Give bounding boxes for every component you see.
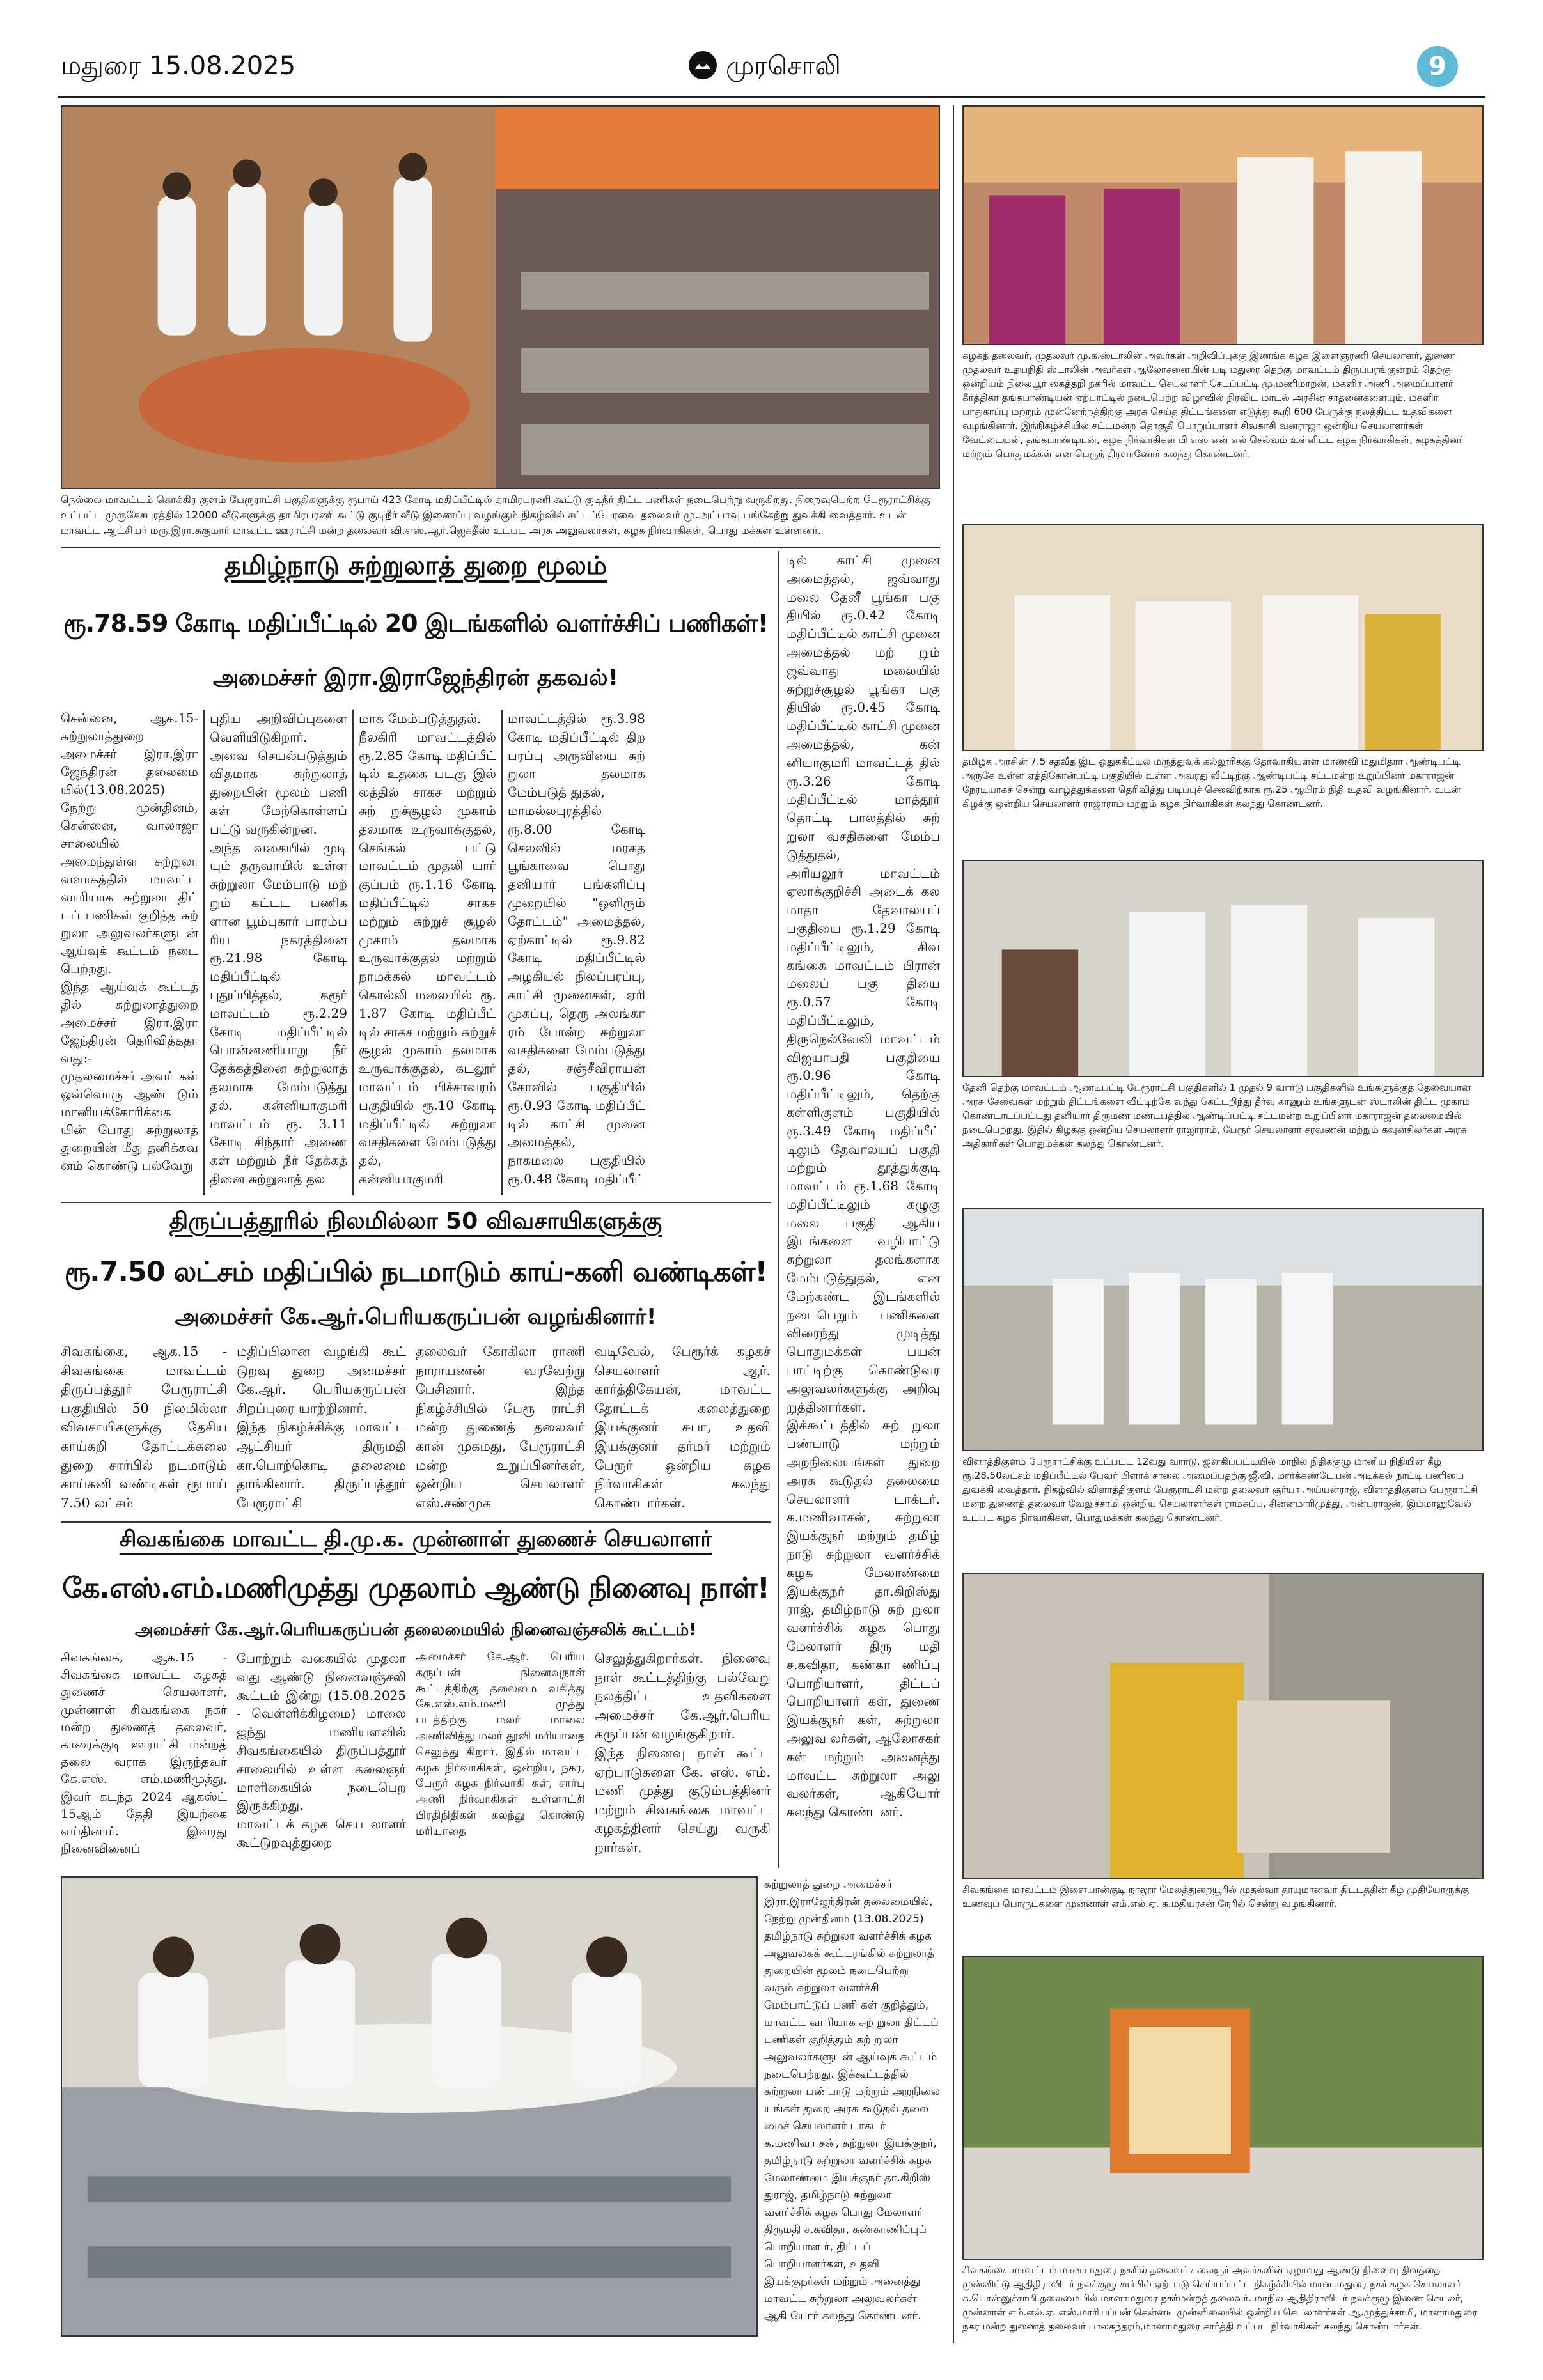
right-photo-1-caption: கழகத் தலைவர், முதல்வர் மு.க.ஸ்டாலின் அவர்கள் அறிவிப்புக்கு இணங்க கழக இளைஞரணி செயலாளர், துணை முதல்வர் உதயநிதி ஸ்டாலின் அவர்கள் ஆலோசனையின் படி மதுரை தெற்கு மாவட்டம் திருப்பரங்குன்றம் தெற்கு ஒன்றியம் நிலையூர் கைத்தறி நகரில் மாவட்ட செயலாளர் சேடப்பட்டி மு.மணிமாறன், மகளிர் அணி அமைப்பாளர் கீர்த்திகா தங்கபாண்டியன் ஏற்பாட்டில் நடைபெற்ற விழாவில் நிரவிட மாடல் அரசின் சாதனைகளையும், மகளிர் பாதுகாப்பு மற்றும் முன்னேற்றத்திற்கு அரசு செய்த திட்டங்களை எடுத்து கூறி 600 பேருக்கு நலத்திட்ட உதவிகளை வழங்கினார். இந்நிகழ்ச்சியில் சட்டமன்ற தொகுதி பொறுப்பாளர் சிவகாசி வனராஜா ஒன்றிய செயலாளர்கள் வேட்டையன், தங்கபாண்டியன், கழக நிர்வாகிகள் பி எஸ் என் எல் செல்வம் உள்ளிட்ட கழக நிர்வாகிகள், கழகத்தினர் மற்றும் பொதுமக்கள் என பெருந் திரளானோர் கலந்து கொண்டனர். <box>962 350 1464 460</box>
paper-name: முரசொலி <box>726 51 841 81</box>
story2-col3: தலைவர் கோகிலா ராணி நாராயணன் வரவேற்று பேசினார். இந்த நிகழ்ச்சியில் பேரூ ராட்சி மன்ற துணைத் தலைவர் கான் முகமது, பேரூராட்சி மன்ற உறுப்பினர்கள், ஒன்றிய செயலாளர் எஸ்.சண்முக <box>416 1344 585 1511</box>
right-photo-5-caption: சிவகங்கை மாவட்டம் இளையான்குடி நாலூர் மேலத்துறையூரில் முதல்வர் தாயுமானவர் திட்டத்தின் கீழ் முதியோருக்கு உணவுப் பொருட்களை முன்னாள் எம்.எல்.ஏ. சு.மதியரசன் நேரில் சென்று வழங்கினார். <box>962 1884 1469 1909</box>
right-photo-2 <box>962 524 1484 751</box>
story2-kicker <box>61 1208 771 1238</box>
right-photo-4-caption: விளாத்திகுளம் பேரூராட்சிக்கு உட்பட்ட 12வது வார்டு, ஜனகிப்பட்டியில் மாநில நிதிக்குழு மானிய நிதியின் கீழ் ரூ.28.50லட்சம் மதிப்பீட்டில் பேவர் பிளாக் சாலை அமைப்பதற்கு ஜீ.வி. மார்க்கண்டேயன் அடிக்கல் நாட்டி பணியை துவக்கி வைத்தார். நிகழ்வில் விளாத்திகுளம் பேரூராட்சி மன்ற தலைவர் சூர்யா அய்யன்ராஜ், விளாத்திகுளம் பேரூராட்சி மன்ற துணைத் தலைவர் வேலுச்சாமி ஒன்றிய செயலாளர்கள் ராமசுப்பு, சின்னமாரிமுத்து, அன்புராஜன், இம்மானுவேல் உட்பட கழக நிர்வாகிகள், பொதுமக்கள் கலந்து கொண்டனர். <box>962 1456 1478 1523</box>
story1-col4: மாவட்டத்தில் ரூ.3.98 கோடி மதிப்பீட்டில் திற பரப்பு அருவியை சுற் றுலா தலமாக மேம்படுத் துதல், மாமல்லபுரத்தில் ரூ.8.00 கோடி செலவில் மரகத பூங்காவை பொது தனியார் பங்களிப்பு முறையில் "ஒளிரும் தோட்டம்" அமைத்தல், ஏற்காட்டில் ரூ.9.82 கோடி மதிப்பீட்டில் அழகியல் நிலப்பரப்பு, காட்சி முனைகள், ஏரி முகப்பு, தெரு அலங்கா ரம் போன்ற சுற்றுலா வசதிகளை மேம்படுத்து தல், சஞ்சீவிராயன் கோவில் பகுதியில் ரூ.0.93 கோடி மதிப்பீட் டில் காட்சி முனை அமைத்தல், நாகமலை பகுதியில் ரூ.0.48 கோடி மதிப்பீட் <box>508 711 645 1186</box>
right-photo-3 <box>962 860 1484 1077</box>
story1-col-divider <box>352 710 354 1195</box>
story2-col4: வடிவேல், பேரூர்க் கழகச் செயலாளர் ஆர். கார்த்திகேயன், மாவட்ட தோட்டக் கலைத்துறை இயக்குனர் சுபா, உதவி இயக்குனர் தர்மர் மற்றும் பேரூர் ஒன்றிய கழக நிர்வாகிகள் கலந்து கொண்டார்கள். <box>595 1344 771 1511</box>
story1-col-divider <box>501 710 503 1195</box>
bottom-story-caption: சுற்றுலாத் துறை அமைச்சர் இரா.இராஜேந்திரன் தலைமையில், நேற்று முன்தினம் (13.08.2025) தமிழ்நாடு சுற்றுலா வளர்ச்சிக் கழக அலுவலகக் கூட்டரங்கில் சுற்றுலாத் துறையின் மூலம் நடைபெற்று வரும் சுற்றுலா வளர்ச்சி மேம்பாட்டுப் பணி கள் குறித்தும், மாவட்ட வாரியாக சுற் றுலா திட்டப் பணிகள் குறித்தும் சுற் றுலா அலுவலர்களுடன் ஆய்வுக் கூட்டம் நடைபெற்றது. இக்கூட்டத்தில் சுற்றுலா பண்பாடு மற்றும் அறநிலை யங்கள் துறை அரசு கூடுதல் தலை மைச் செயலாளர் டாக்டர் க.மணிவா சன், சுற்றுலா இயக்குநர், தமிழ்நாடு சுற்றுலா வளர்ச்சிக் கழக மேலாண்மை இயக்குநர் தா.கிறிஸ் துராஜ், தமிழ்நாடு சுற்றுலா வளர்ச்சிக் கழக பொது மேலாளர் திருமதி ச.கவிதா, கண்காணிப்புப் பொறியாள ர், திட்டப் பொறியாளர்கள், உதவி இயக்குநர்கள் மற்றும் அனைத்து மாவட்ட சுற்றுலா அலுவலர்கள் ஆகி யோர் கலந்து கொண்டனர். <box>764 1878 940 2322</box>
story3-col3: அமைச்சர் கே.ஆர். பெரிய கருப்பன் நினைவுநாள் கூட்டத்திற்கு தலைமை வகித்து கே.எஸ்.எம்.மணி முத்து படத்திற்கு மலர் மாலை அணிவித்து மலர் தூவி மரியாதை செலுத்து கிறார். இதில் மாவட்ட கழக நிர்வாகிகள், ஒன்றிய, நகர, பேரூர் கழக நிர்வாகி கள், சார்பு அணி நிர்வாகிகள் உள்ளாட்சி பிரதிநிதிகள் கலந்து கொண்டு மரியாதை <box>416 1651 585 1838</box>
right-photo-4 <box>962 1208 1484 1451</box>
story2-subhead: அமைச்சர் கே.ஆர்.பெரியகருப்பன் வழங்கினார்! <box>175 1304 657 1330</box>
masthead-logo <box>687 50 718 81</box>
top-left-photo <box>61 105 940 489</box>
right-photo-1 <box>962 105 1484 345</box>
page-number-badge: 9 <box>1417 46 1458 87</box>
story2-col2: மதிப்பிலான வழங்கி கூட் டுறவு துறை அமைச்சர் கே.ஆர். பெரியகருப்பன் சிறப்புரை யாற்றினார். இந்த நிகழ்ச்சிக்கு மாவட்ட ஆட்சியர் திருமதி கா.பொற்கொடி தலைமை தாங்கினார். திருப்பத்தூர் பேரூராட்சி <box>237 1344 406 1511</box>
story1-col1: சென்னை, ஆக.15- சுற்றுலாத்துறை அமைச்சர் இரா.இரா ஜேந்திரன் தலைமை யில்(13.08.2025) நேற்று முன்தினம், சென்னை, வாலாஜா சாலையில் அமைந்துள்ள சுற்றுலா வளாகத்தில் மாவட்ட வாரியாக சுற்றுலா திட் டப் பணிகள் குறித்த சுற் றுலா அலுவலர்களுடன் ஆய்வுக் கூட்டம் நடை பெற்றது. இந்த ஆய்வுக் கூட்டத் தில் சுற்றுலாத்துறை அமைச்சர் இரா.இரா ஜேந்திரன் தெரிவித்ததா வது:- முதலமைச்சர் அவர் கள் ஒவ்வொரு ஆண் டும் மானியக்கோரிக்கை யின் போது சுற்றுலாத் துறையின் மீது தனிக்கவ னம் கொண்டு பல்வேறு <box>61 711 198 1173</box>
top-left-photo-caption: நெல்லை மாவட்டம் கொக்கிர குளம் பேரூராட்சி பகுதிகளுக்கு ரூபாய் 423 கோடி மதிப்பீட்டில் தாமிரபரணி கூட்டு குடிநீர் திட்ட பணிகள் நடைபெற்று வருகிறது. நிறைவுபெற்ற பேரூராட்சிக்கு உட்பட்ட முருகேசபுரத்தில் 12000 வீடுகளுக்கு தாமிரபரணி கூட்டு குடிநீர் வீடு இணைப்பு வழங்கும் நிகழ்வில் சட்டப்பேரவை தலைவர் மு.அப்பாவு பங்கேற்று துவக்கி வைத்தார். உடன் மாவட்ட ஆட்சியர் மரு.இரா.சுகுமார் மாவட்ட ஊராட்சி மன்ற தலைவர் வி.எஸ்.ஆர்.ஜெகதீஸ் உட்பட அரசு அலுவலர்கள், கழக நிர்வாகிகள், பொது மக்கள் உள்ளனர். <box>61 494 930 536</box>
bottom-left-photo <box>61 1876 758 2337</box>
right-photo-2-caption: தமிழக அரசின் 7.5 சதவீத இட ஒதுக்கீட்டில் மருத்துவக் கல்லூரிக்கு தேர்வாகியுள்ள மாணவி மதுமித்ரா ஆண்டிபட்டி அருகே உள்ள ஏத்திகோன்பட்டி பகுதியில் உள்ள அவரது வீட்டிற்கு ஆண்டிபட்டி சட்டமன்ற உறுப்பினர் மகாராஜன் நேரடியாகச் சென்று வாழ்த்துக்களை தெரிவித்து படிப்புச் செலவிற்காக ரூ.25 ஆயிரம் நிதி உதவி வழங்கினார். உடன் கிழக்கு ஒன்றிய செயலாளர் ராஜாராம் மற்றும் கழக நிர்வாகிகள் கலந்து கொண்டனர். <box>962 756 1461 809</box>
story2-headline: ரூ.7.50 லட்சம் மதிப்பில் நடமாடும் காய்-கனி வண்டிகள்! <box>64 1256 767 1288</box>
story1-kicker-text: தமிழ்நாடு சுற்றுலாத் துறை மூலம் <box>224 551 607 580</box>
date-line: மதுரை 15.08.2025 <box>61 51 296 81</box>
story3-subhead: அமைச்சர் கே.ஆர்.பெரியகருப்பன் தலைமையில் நினைவஞ்சலிக் கூட்டம்! <box>134 1621 697 1640</box>
story1-col-divider <box>778 551 779 1868</box>
torch-emblem-icon <box>687 50 718 81</box>
right-photo-5 <box>962 1573 1484 1879</box>
story1-headline: ரூ.78.59 கோடி மதிப்பீட்டில் 20 இடங்களில் வளர்ச்சிப் பணிகள்! <box>63 609 768 637</box>
masthead-rule <box>58 96 1485 98</box>
story1-col2: புதிய அறிவிப்புகளை வெளியிடுகிறார். அவை செயல்படுத்தும் விதமாக சுற்றுலாத் துறையின் மூலம் பணி கள் மேற்கொள்ளப் பட்டு வருகின்றன. அந்த வகையில் முடி யும் தருவாயில் உள்ள சுற்றுலா மேம்பாடு மற் றும் கட்டட பணிக ளான பூம்புகார் பாரம்ப ரிய நகரத்தினை ரூ.21.98 கோடி மதிப்பீட்டில் புதுப்பித்தல், கரூர் மாவட்டம் ரூ.2.29 கோடி மதிப்பீட்டில் பொன்னணியாறு நீர் தேக்கத்தினை சுற்றுலாத் தலமாக மேம்படுத்து தல். கன்னியாகுமரி மாவட்டம் ரூ. 3.11 கோடி சிந்தார் அணை கள் மற்றும் நீர் தேக்கத் தினை சுற்றுலாத் தல <box>210 711 347 1186</box>
right-photo-6 <box>962 1956 1484 2260</box>
story3-col2: போற்றும் வகையில் முதலா வது ஆண்டு நினைவஞ்சலி கூட்டம் இன்று (15.08.2025 - வெள்ளிக்கிழமை) மாலை ஐந்து மணியளவில் சிவகங்கையில் திருப்பத்தூர் சாலையில் உள்ள கலைஞர் மாளிகையில் நடைபெற இருக்கிறது. மாவட்டக் கழக செய லாளர் கூட்டுறவுத்துறை <box>237 1651 406 1850</box>
story1-top-rule <box>61 547 940 548</box>
story2-top-rule <box>61 1202 771 1203</box>
story3-kicker <box>61 1527 771 1555</box>
right-column-divider <box>953 105 954 2343</box>
story3-col1: சிவகங்கை, ஆக.15 - சிவகங்கை மாவட்ட கழகத் துணைச் செயலாளர், முன்னாள் சிவகங்கை நகர் மன்ற துணைத் தலைவர், காரைக்குடி ஊராட்சி மன்றத் தலை வராக இருந்தவர் கே.எஸ். எம்.மணிமுத்து, இவர் கடந்த 2024 ஆகஸ்ட் 15ஆம் தேதி இயற்கை எய்தினார். இவரது நினைவினைப் <box>61 1651 227 1856</box>
story1-subhead: அமைச்சர் இரா.இராஜேந்திரன் தகவல்! <box>212 665 619 691</box>
story3-col4: செலுத்துகிறார்கள். நினைவு நாள் கூட்டத்திற்கு பல்வேறு நலத்திட்ட உதவிகளை அமைச்சர் கே.ஆர்.பெரிய கருப்பன் வழங்குகிறார். இந்த நினைவு நாள் கூட்ட ஏற்பாடுகளை கே. எஸ். எம். மணி முத்து குடும்பத்தினர் மற்றும் சிவகங்கை மாவட்ட கழகத்தினர் செய்து வருகி றார்கள். <box>595 1651 771 1855</box>
story1-kicker <box>61 551 771 584</box>
story1-col-divider <box>203 710 205 1195</box>
story2-col1: சிவகங்கை, ஆக.15 - சிவகங்கை மாவட்டம் திருப்பத்தூர் பேரூராட்சி பகுதியில் 50 நிலமில்லா விவசாயிகளுக்கு தேசிய காய்கறி தோட்டக்கலை துறை சார்பில் நடமாடும் காய்கனி வண்டிகள் ரூபாய் 7.50 லட்சம் <box>61 1344 227 1511</box>
right-photo-6-caption: சிவகங்கை மாவட்டம் மானாமதுரை நகரில் தலைவர் கலைஞர் அவர்களின் ஏழாவது ஆண்டு நினைவு தினத்தை முன்னிட்டு ஆதிதிராவிடர் நலக்குழு சார்பில் ஏற்பாடு செய்யப்பட்ட நிகழ்ச்சியில் மானாமதுரை நகர் கழக செயலாளர் க.பொன்னுச்சாமி தலைமையில் மானாமதுரை நகர்மன்றத் தலைவர். மாநில ஆதிதிராவிடர் நலக்குழு இணை செயலர், முன்னாள் எம்.எல்.ஏ. எஸ்.மாரியப்பன் கென்னடி முன்னிலையில் ஒன்றிய செயலாளர்கள் ஆ.முத்துச்சாமி, மானாமதுரை நகர மன்ற துணைத் தலைவர் பாலசுந்தரம்,மானாமதுரை கார்த்தி உட்பட நிர்வாகிகள் கலந்து கொண்டார்கள். <box>962 2264 1478 2332</box>
story3-top-rule <box>61 1521 771 1523</box>
story3-headline: கே.எஸ்.எம்.மணிமுத்து முதலாம் ஆண்டு நினைவு நாள்! <box>62 1572 769 1605</box>
story1-col3: மாக மேம்படுத்துதல். நீலகிரி மாவட்டத்தில் ரூ.2.85 கோடி மதிப்பீட் டில் உதகை படகு இல் லத்தில் சாகச மற்றும் சுற் றுச்சூழல் முகாம் தலமாக உருவாக்குதல், செங்கல் பட்டு மாவட்டம் முதலி யார் குப்பம் ரூ.1.16 கோடி மதிப்பீட்டில் சாகச மற்றும் சுற்றுச் சூழல் முகாம் தலமாக உருவாக்குதல் மற்றும் நாமக்கல் மாவட்டம் கொல்லி மலையில் ரூ. 1.87 கோடி மதிப்பீட் டில் சாகச மற்றும் சுற்றுச் சூழல் முகாம் தலமாக உருவாக்குதல், கடலூர் மாவட்டம் பிச்சாவரம் பகுதியில் ரூ.10 கோடி மதிப்பீட்டில் சுற்றுலா வசதிகளை மேம்படுத்து தல், கன்னியாகுமரி <box>359 711 496 1186</box>
story1-col5: டில் காட்சி முனை அமைத்தல், ஜவ்வாது மலை தேனீ பூங்கா பகு தியில் ரூ.0.42 கோடி மதிப்பீட்டில் காட்சி முனை அமைத்தல் மற் றும் ஜவ்வாது மலையில் சுற்றுச்சூழல் பூங்கா பகு தியில் ரூ.0.45 கோடி மதிப்பீட்டில் காட்சி முனை அமைத்தல், கன் னியாகுமரி மாவட்டத் தில் ரூ.3.26 கோடி மதிப்பீட்டில் மாத்தூர் தொட்டி பாலத்தில் சுற் றுலா வசதிகளை மேம்ப டுத்துதல், அரியலூர் மாவட்டம் ஏலாக்குறிச்சி அடைக் கல மாதா தேவாலயப் பகுதியை ரூ.1.29 கோடி மதிப்பீட்டிலும், சிவ கங்கை மாவட்டம் பிரான் மலைப் பகு தியை ரூ.0.57 கோடி மதிப்பீட்டிலும், திருநெல்வேலி மாவட்டம் விஜயாபதி பகுதியை ரூ.0.96 கோடி மதிப்பீட்டிலும், தெற்கு கள்ளிகுளம் பகுதியில் ரூ.3.49 கோடி மதிப்பீட் டிலும் தேவாலயப் பகுதி மற்றும் தூத்துக்குடி மாவட்டம் ரூ.1.68 கோடி மதிப்பீட்டிலும் கழுகு மலை பகுதி ஆகிய இடங்களை வழிபாட்டு சுற்றுலா தலங்களாக மேம்படுத்துதல், என மேற்கண்ட இடங்களில் நடைபெறும் பணிகளை விரைந்து முடித்து பொதுமக்கள் பயன் பாட்டிற்கு கொண்டுவர அலுவலர்களுக்கு அறிவு றுத்தினார்கள். இக்கூட்டத்தில் சுற் றுலா பண்பாடு மற்றும் அறநிலையங்கள் துறை அரசு கூடுதல் தலைமை செயலாளர் டாக்டர். க.மணிவாசன், சுற்றுலா இயக்குநர் மற்றும் தமிழ் நாடு சுற்றுலா வளர்ச்சிக் கழக மேலாண்மை இயக்குநர் தா.கிறிஸ்து ராஜ், தமிழ்நாடு சுற் றுலா வளர்ச்சிக் கழக பொது மேலாளர் திரு மதி ச.கவிதா, கண்கா ணிப்பு பொறியாளர், திட்டப் பொறியாளர் கள், துணை இயக்குநர் கள், சுற்றுலா அலுவ லர்கள், ஆலோசகர் கள் மற்றும் அனைத்து மாவட்ட சுற்றுலா அலு வலர்கள், ஆகியோர் கலந்து கொண்டனர். <box>787 552 940 1820</box>
right-photo-3-caption: தேனி தெற்கு மாவட்டம் ஆண்டிபட்டி பேரூராட்சி பகுதிகளில் 1 முதல் 9 வார்டு பகுதிகளில் உங்களுக்குத் தேவையான அரசு சேவைகள் மற்றும் திட்டங்களை வீட்டிற்கே வந்து கேட்டறிந்து தீர்வு காணும் உங்களுடன் ஸ்டாலின் திட்ட முகாம் கொண்டாடப்பட்டது தனியார் திருமண மண்டபத்தில் ஆண்டிப்பட்டி சட்டமன்ற உறுப்பினர் மகாராஜன் தலைமையில் நடைபெற்றது. இதில் கிழக்கு ஒன்றிய செயலாளர் ராஜாராம், பேரூர் செயலாளர் சரவணன் மற்றும் கவுன்சிலர்கள் அரசு அதிகாரிகள் பொதுமக்கள் கலந்து கொண்டனர். <box>962 1082 1471 1149</box>
story2-kicker-text: திருப்பத்தூரில் நிலமில்லா 50 விவசாயிகளுக்கு <box>169 1208 662 1234</box>
story3-kicker-text: சிவகங்கை மாவட்ட தி.மு.க. முன்னாள் துணைச் செயலாளர் <box>119 1527 712 1552</box>
